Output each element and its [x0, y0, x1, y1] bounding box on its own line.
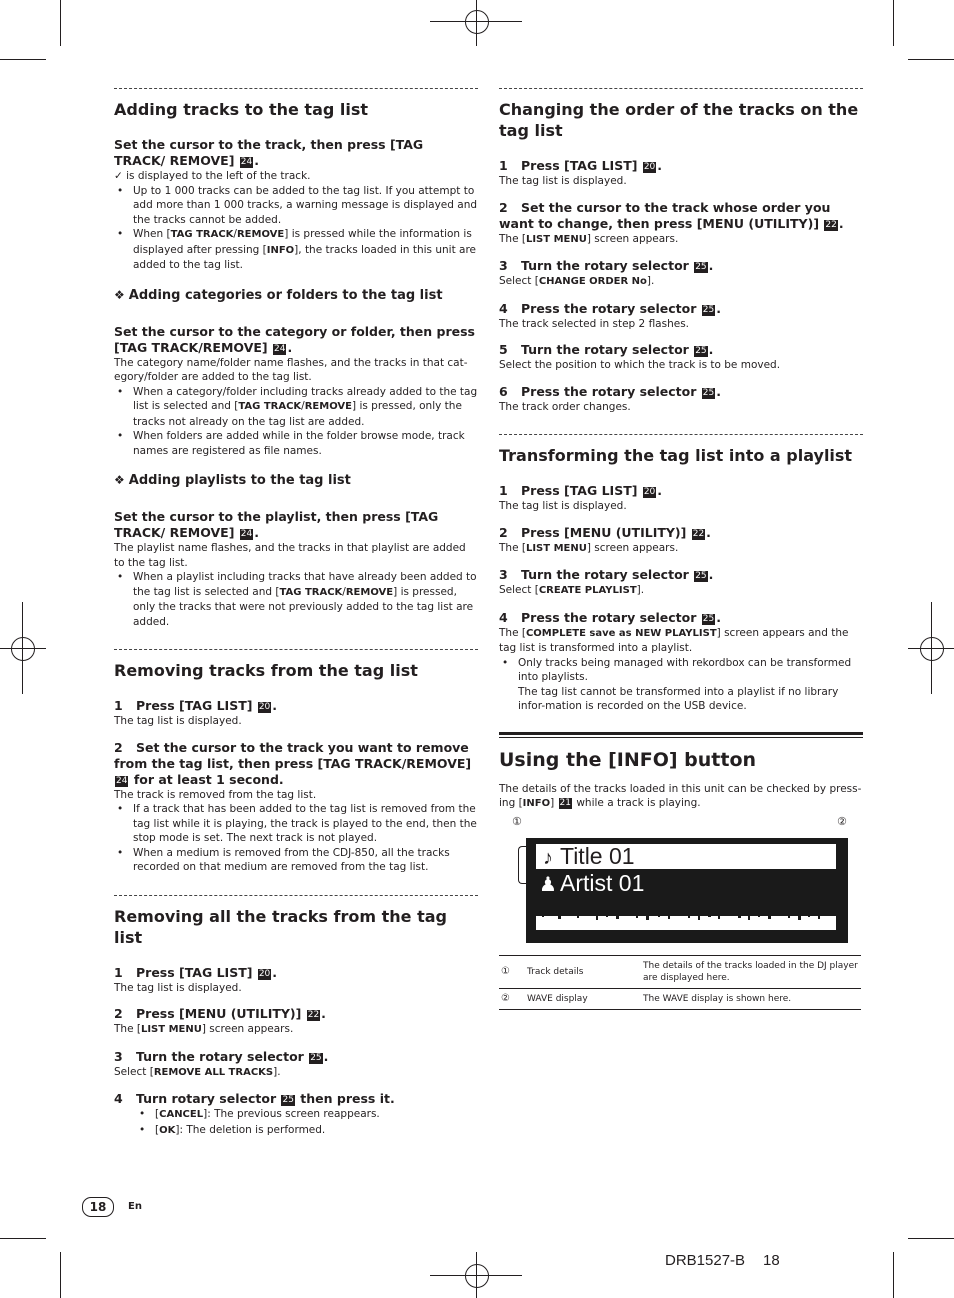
text: ].: [636, 584, 645, 596]
list-item: [136, 1107, 478, 1123]
body-text: [499, 583, 863, 599]
section-rule: [499, 732, 863, 738]
instruction: Set the cursor to the playlist, then press [TAG TRACK/ REMOVE] 24 .: [114, 509, 439, 540]
body-text: [499, 274, 863, 290]
text: ] is pressed, only the tracks not already on the tag list are added.: [133, 400, 462, 428]
step-text: Press [TAG LIST]: [136, 698, 253, 713]
step: 3 Turn the rotary selector 25 .: [499, 258, 714, 273]
body-text: The tag list is displayed.: [114, 715, 242, 727]
step-text: Turn the rotary selector: [521, 342, 689, 357]
right-column: [499, 88, 863, 1010]
list-item: [136, 1123, 478, 1139]
crop-mark: [908, 59, 954, 60]
step: 2 Press [MENU (UTILITY)] 22 .: [499, 524, 711, 540]
bullet-list: [114, 802, 478, 875]
text: The details of the tracks loaded in this unit can be checked by press-ing [: [499, 782, 862, 809]
callout-2: ②: [837, 814, 847, 828]
track-title: Title 01: [560, 842, 635, 869]
text: The [: [499, 541, 526, 554]
text: TAG TRACK: [238, 401, 302, 412]
step-number: 2: [499, 199, 508, 215]
body-text: The category name/folder name flashes, and the tracks in that cat-egory/folder are added to the tag list.: [114, 356, 468, 383]
diamond-icon: ❖: [114, 287, 125, 302]
subsection-title-text: Adding categories or folders to the tag list: [128, 287, 443, 303]
music-note-icon: ♪: [543, 846, 553, 869]
text: COMPLETE save as NEW PLAYLIST: [525, 627, 717, 639]
list-item: [499, 656, 863, 714]
crop-mark: [893, 1252, 894, 1298]
body-text: [114, 1022, 478, 1038]
step-number: 1: [499, 483, 508, 498]
text: /: [342, 585, 346, 598]
step-number: 2: [499, 524, 508, 540]
text: When [: [133, 228, 171, 240]
text: REMOVE: [304, 401, 353, 412]
step-number: 1: [114, 964, 123, 980]
info-table: [499, 955, 861, 1010]
text: INFO: [522, 798, 551, 809]
text: ] screen appears.: [586, 232, 679, 245]
text: TAG TRACK: [170, 229, 234, 240]
body-text: The track order changes.: [499, 400, 631, 413]
step-number: 3: [114, 1048, 123, 1064]
text: REMOVE ALL TRACKS: [153, 1066, 274, 1078]
table-cell: The WAVE display is shown here.: [641, 988, 861, 1009]
document-id: [665, 1252, 780, 1269]
bullet-list: [114, 184, 478, 273]
text: ] screen appears.: [586, 541, 679, 554]
body-text: The track is removed from the tag list.: [114, 788, 317, 801]
text: ] is pressed, only the tracks that were not previously added to the tag list are added.: [133, 585, 474, 628]
step: 4 Press the rotary selector 25 .: [499, 609, 721, 625]
step: 1 Press [TAG LIST] 20 .: [499, 483, 663, 498]
instruction-text: Set the cursor to the category or folder, then press [TAG TRACK/REMOVE]: [114, 323, 475, 355]
wave-display: [536, 908, 836, 932]
section-title-removing-all: Removing all the tracks from the tag list: [114, 906, 447, 947]
bullet-list: [136, 1107, 478, 1138]
body-text: [499, 541, 863, 557]
text: OK: [159, 1124, 176, 1136]
key-number: 22: [307, 1010, 320, 1020]
table-cell: Track details: [525, 955, 641, 988]
text: [: [155, 1108, 160, 1120]
step-number: 5: [499, 342, 508, 357]
text: LIST MENU: [140, 1024, 202, 1035]
text: Select [: [499, 584, 539, 596]
step-text: Turn the rotary selector: [521, 567, 689, 582]
step-text: Press [TAG LIST]: [521, 483, 638, 498]
text: REMOVE: [236, 229, 285, 240]
text: ].: [646, 275, 655, 287]
key-number: 24: [240, 529, 253, 539]
step-text: Press [TAG LIST]: [521, 158, 638, 173]
registration-mark: [920, 637, 944, 661]
key-number: 22: [825, 219, 837, 230]
key-number: 20: [643, 487, 656, 497]
text: The [: [499, 232, 526, 245]
key-number: 25: [282, 1095, 294, 1105]
text: ]: [550, 797, 555, 809]
person-icon: ♟: [539, 873, 557, 896]
step-text: Press [MENU (UTILITY)]: [136, 1006, 302, 1021]
body-text: The playlist name flashes, and the tracks in that playlist are added to the tag list.: [114, 542, 466, 569]
text: ], the tracks loaded in this unit are added to the tag list.: [133, 243, 477, 271]
step: [114, 740, 478, 788]
track-artist: Artist 01: [560, 869, 645, 896]
step-text: Set the cursor to the track whose order you want to change, then press [MENU (UTILITY)]: [499, 199, 831, 231]
text: ] screen appears and the tag list is transformed into a playlist.: [499, 626, 849, 654]
body-text: [499, 626, 863, 656]
body-text: [114, 1065, 478, 1081]
list-item: • When a medium is removed from the CDJ-850, all the tracks recorded on that medium are removed from the tag list.: [114, 846, 478, 875]
key-number: 24: [116, 775, 128, 786]
list-item: • When folders are added while in the folder browse mode, track names are registered as file names.: [114, 429, 478, 458]
step: 2 Press [MENU (UTILITY)] 22 .: [114, 1006, 326, 1021]
step: 6 Press the rotary selector 25 .: [499, 383, 721, 399]
key-number: 21: [559, 798, 571, 808]
text: When a category/folder including tracks already added to the tag list is selected and [: [133, 385, 478, 412]
text: ].: [273, 1065, 281, 1078]
crop-mark: [893, 0, 894, 46]
crop-mark: [60, 1252, 61, 1298]
subsection-title-text: Adding playlists to the tag list: [128, 473, 351, 488]
step-text: Press the rotary selector: [521, 383, 697, 399]
text: Select [: [114, 1065, 154, 1078]
key-number: 25: [702, 304, 715, 315]
artist-row: [536, 871, 836, 896]
callout-1: ①: [512, 814, 522, 828]
text: The tag list cannot be transformed into a playlist if no library infor-mation is recorded on the USB device.: [518, 685, 839, 712]
step-text: Turn rotary selector: [136, 1091, 277, 1106]
info-display-figure: [499, 816, 863, 946]
key-number: 25: [310, 1052, 322, 1063]
step-text: Press the rotary selector: [521, 609, 697, 625]
text: CHANGE ORDER No: [538, 276, 647, 287]
diamond-icon: ❖: [114, 473, 125, 487]
step-number: 6: [499, 383, 508, 399]
step-text: Turn the rotary selector: [136, 1048, 304, 1064]
list-item: [114, 385, 478, 430]
crop-mark: [60, 0, 61, 46]
text: Select [: [499, 275, 539, 287]
text: ] is pressed while the information is displayed after pressing [: [133, 228, 472, 256]
section-divider: [114, 895, 478, 896]
step-number: 1: [114, 698, 123, 713]
crop-mark: [908, 1238, 954, 1239]
page-number-badge: 18: [82, 1197, 114, 1217]
section-title-changing-order: Changing the order of the tracks on the tag list: [499, 100, 859, 140]
step-text: Press the rotary selector: [521, 300, 697, 316]
section-title-removing-tracks: Removing tracks from the tag list: [114, 661, 418, 680]
step-number: 3: [499, 567, 508, 582]
title-row: [536, 844, 836, 869]
key-number: 25: [702, 387, 715, 398]
crop-mark: [0, 1238, 46, 1239]
registration-mark: [465, 1264, 489, 1288]
table-cell: ②: [499, 988, 525, 1009]
text: CREATE PLAYLIST: [538, 585, 637, 596]
table-cell: The details of the tracks loaded in the DJ player are displayed here.: [641, 955, 861, 988]
text: The [: [114, 1023, 141, 1035]
key-number: 25: [702, 613, 715, 624]
registration-mark: [465, 10, 489, 34]
subsection-title: [114, 287, 478, 304]
doc-id-text: DRB1527-B: [665, 1252, 746, 1269]
bullet-list: [499, 656, 863, 714]
step-number: 4: [499, 300, 508, 316]
step: [114, 1091, 478, 1107]
bullet-list: [114, 570, 478, 629]
step-text: Press [MENU (UTILITY)]: [521, 524, 687, 540]
step: 1 Press [TAG LIST] 20 .: [114, 698, 278, 713]
registration-mark: [11, 637, 35, 661]
key-number: 22: [692, 528, 705, 539]
key-number: 20: [258, 968, 271, 979]
text: Only tracks being managed with rekordbox can be transformed into playlists.: [518, 656, 852, 683]
section-title-transforming: Transforming the tag list into a playlist: [499, 446, 853, 465]
step: 4 Press the rotary selector 25 .: [499, 300, 721, 316]
text: LIST MENU: [525, 542, 587, 554]
step-number: 2: [114, 739, 123, 755]
text: ] screen appears.: [201, 1023, 294, 1035]
step-number: 1: [499, 158, 508, 173]
left-column: [114, 88, 478, 1148]
key-number: 20: [643, 162, 656, 172]
section-divider: [499, 88, 863, 89]
body-text: The tag list is displayed.: [114, 981, 242, 994]
key-number: 25: [695, 571, 707, 581]
section-title-adding-tracks: Adding tracks to the tag list: [114, 100, 369, 119]
text: /: [233, 228, 237, 240]
text: CANCEL: [159, 1109, 204, 1120]
text: REMOVE: [345, 586, 394, 598]
step-number: 3: [499, 258, 508, 273]
crop-mark: [0, 59, 46, 60]
text: ]: The previous screen reappears.: [203, 1108, 380, 1120]
instruction-text: Set the cursor to the track, then press [TAG TRACK/ REMOVE]: [114, 137, 424, 168]
step: 3 Turn the rotary selector 25 .: [114, 1048, 329, 1064]
step-text: Set the cursor to the track you want to remove from the tag list, then press [TAG TRACK/REMOVE]: [114, 739, 472, 771]
text: TAG TRACK: [279, 586, 343, 598]
body-text: The tag list is displayed.: [499, 175, 627, 187]
key-number: 25: [695, 346, 707, 356]
table-cell: WAVE display: [525, 988, 641, 1009]
text: LIST MENU: [525, 233, 587, 245]
list-item: [114, 227, 478, 273]
key-number: 24: [274, 343, 286, 354]
section-divider: [114, 88, 478, 89]
list-item: • Up to 1 000 tracks can be added to the tag list. If you attempt to add more than 1 000 tracks, a warning message is displayed and the tracks cannot be added.: [114, 184, 478, 228]
body-text: [499, 232, 863, 248]
list-item: • If a track that has been added to the tag list is removed from the tag list while it is playing, the track is played to the end, then the stop mode is set. The next track is not played.: [114, 802, 478, 846]
step: 3 Turn the rotary selector 25 .: [499, 567, 714, 582]
step-text: for at least 1 second.: [133, 771, 284, 787]
body-text: Select the position to which the track is to be moved.: [499, 359, 781, 371]
step: 2 Set the cursor to the track whose order you want to change, then press [MENU (UTILITY)] 22 .: [499, 199, 844, 231]
section-title-info-button: Using the [INFO] button: [499, 748, 757, 771]
text: The [: [499, 626, 526, 639]
subsection-title: [114, 472, 478, 489]
display-screen: [526, 838, 848, 943]
body-text: [499, 782, 863, 812]
step: 5 Turn the rotary selector 25 .: [499, 342, 714, 357]
table-cell: ①: [499, 955, 525, 988]
text: /: [301, 400, 305, 412]
text: INFO: [266, 244, 295, 256]
section-divider: [114, 649, 478, 650]
body-text: The track selected in step 2 flashes.: [499, 317, 690, 330]
instruction: Set the cursor to the category or folder, then press [TAG TRACK/REMOVE] 24 .: [114, 323, 475, 355]
section-divider: [499, 434, 863, 435]
text: ]: The deletion is performed.: [175, 1123, 326, 1136]
instruction-text: Set the cursor to the playlist, then press [TAG TRACK/ REMOVE]: [114, 509, 439, 540]
key-number: 25: [695, 262, 707, 272]
key-number: 20: [258, 702, 271, 712]
step: 1 Press [TAG LIST] 20 .: [114, 964, 278, 980]
list-item: [114, 570, 478, 629]
step-text: Turn the rotary selector: [521, 258, 689, 273]
step-number: 4: [114, 1091, 123, 1106]
step: 1 Press [TAG LIST] 20 .: [499, 158, 663, 173]
step-text: Press [TAG LIST]: [136, 964, 253, 980]
key-number: 24: [240, 157, 253, 167]
language-label: En: [128, 1201, 142, 1212]
table-row: [499, 955, 861, 988]
table-row: [499, 988, 861, 1009]
step-number: 2: [114, 1006, 123, 1021]
body-text: ✓ is displayed to the left of the track.: [114, 170, 311, 182]
instruction: Set the cursor to the track, then press [TAG TRACK/ REMOVE] 24 .: [114, 137, 424, 168]
bullet-list: [114, 385, 478, 459]
step-number: 4: [499, 609, 508, 625]
text: while a track is playing.: [576, 797, 701, 809]
step-text: then press it.: [300, 1091, 395, 1106]
text: [: [155, 1123, 160, 1136]
doc-page-number: 18: [763, 1252, 780, 1269]
body-text: The tag list is displayed.: [499, 500, 627, 512]
text: When a playlist including tracks that have already been added to the tag list is selected and [: [133, 571, 477, 598]
